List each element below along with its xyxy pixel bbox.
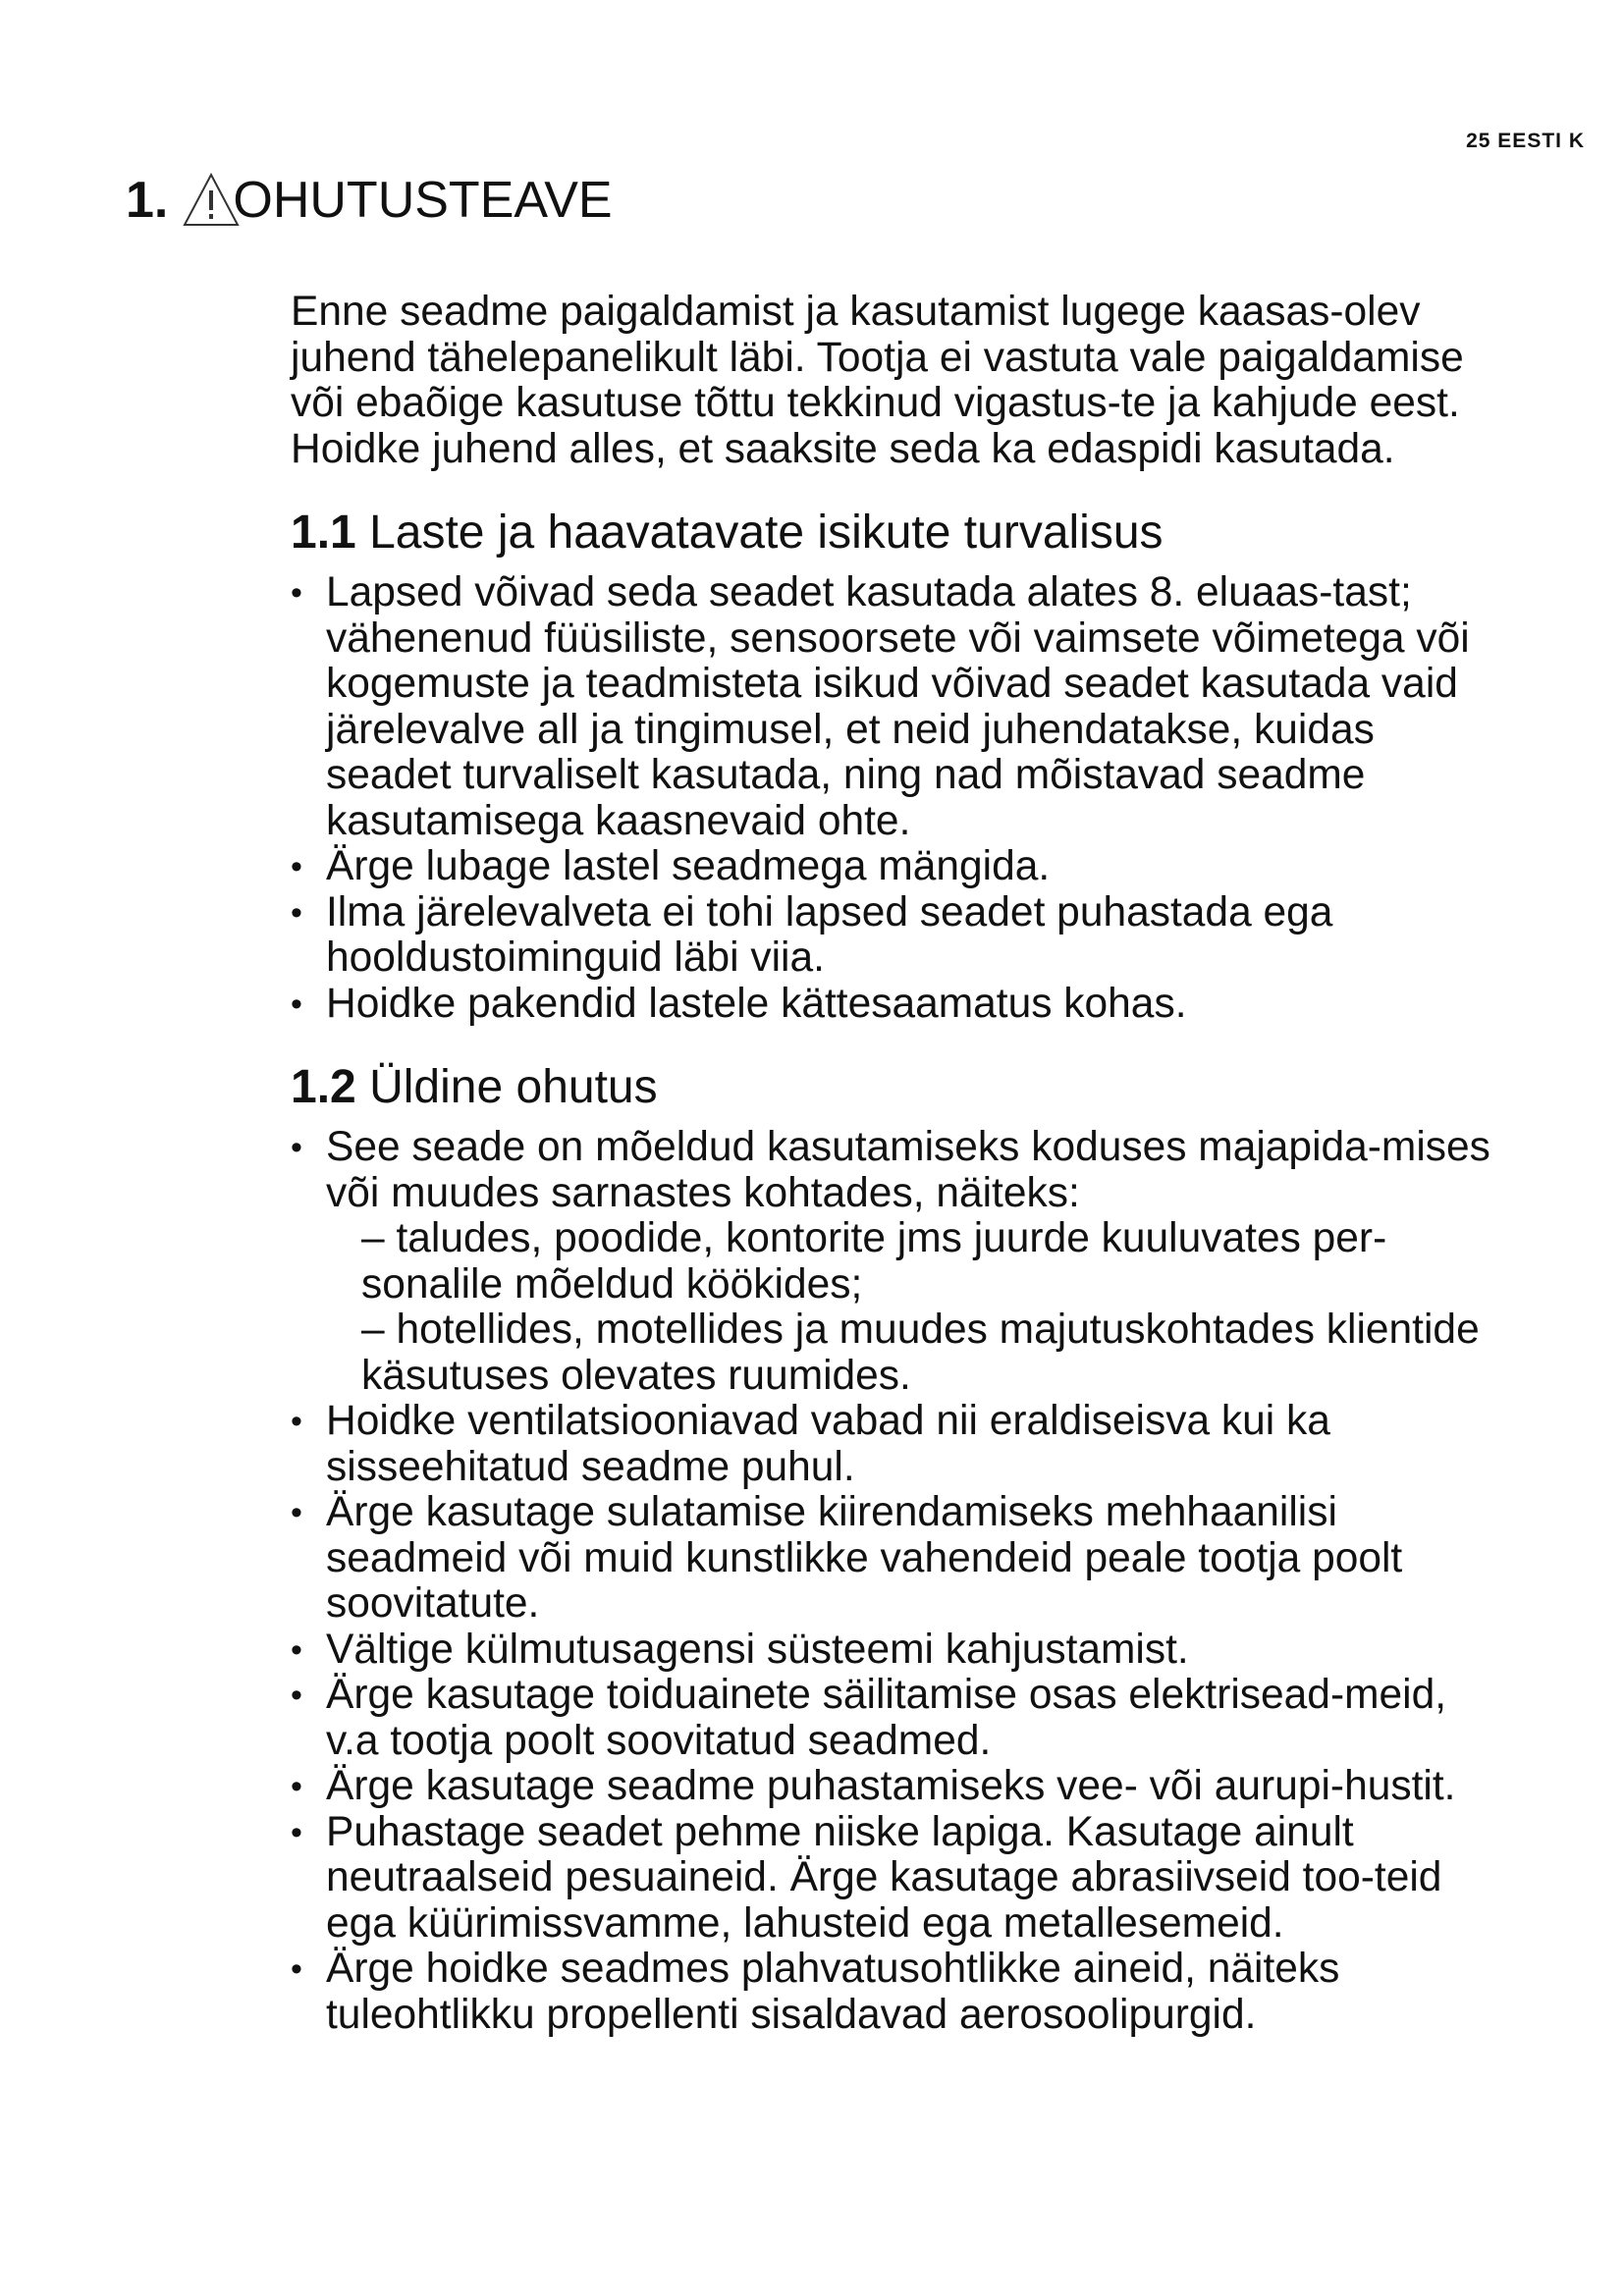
chapter-heading <box>126 169 613 232</box>
list-item: • Lapsed võivad seda seadet kasutada alates 8. eluaas-tast; vähenenud füüsiliste, sensoorsete või vaimsete võimetega või kogemuste ja teadmisteta isikud võivad seadet kasutada vaid järelevalve all ja tingimusel, et neid juhendatakse, kuidas seadet turvaliselt kasutada, ning nad mõistavad seadme kasutamisega kaasnevaid ohte. <box>291 569 1470 844</box>
list-item: • Ärge hoidke seadmes plahvatusohtlikke aineid, näiteks tuleohtlikku propellenti sisaldavad aerosoolipurgid. <box>291 1946 1340 2038</box>
list-item: • Ärge kasutage seadme puhastamiseks vee- või aurupi-hustit. <box>291 1763 1456 1809</box>
bullet-icon: • <box>291 1950 302 1988</box>
bullet-icon: • <box>291 848 302 885</box>
intro-paragraph: Enne seadme paigaldamist ja kasutamist lugege kaasas-olev juhend tähelepanelikult läbi. Tootja ei vastuta vale paigaldamise või ebaõige kasutuse tõttu tekkinud vigastus-te ja kahjude eest. Hoidke juhend alles, et saaksite seda ka edaspidi kasutada. <box>291 289 1464 472</box>
list-item: • Ilma järelevalveta ei tohi lapsed seadet puhastada ega hooldustoiminguid läbi viia. <box>291 888 1333 981</box>
bullet-icon: • <box>291 574 302 612</box>
section-title: Üldine ohutus <box>369 1061 658 1113</box>
list-item: • Hoidke pakendid lastele kättesaamatus kohas. <box>291 980 1187 1027</box>
section-title: Laste ja haavatavate isikute turvalisus <box>369 507 1164 559</box>
section-number: 1.1 <box>291 507 356 559</box>
bullet-icon: • <box>291 1813 302 1851</box>
bullet-icon: • <box>291 1630 302 1669</box>
section-heading <box>291 1060 1498 1115</box>
list-item: • Ärge lubage lastel seadmega mängida. <box>291 843 1051 889</box>
sub-item: – hotellides, motellides ja muudes majutuskohtades klientide käsutuses olevates ruumides. <box>361 1307 1480 1399</box>
bullet-icon: • <box>291 1494 302 1531</box>
bullet-list <box>291 570 1498 1027</box>
sub-item: – taludes, poodide, kontorite jms juurde kuuluvates per-sonalile mõeldud köökides; <box>361 1215 1387 1308</box>
section-heading <box>291 506 1498 561</box>
bullet-icon: • <box>291 1129 302 1166</box>
list-item: • Hoidke ventilatsiooniavad vabad nii eraldiseisva kui ka sisseehitatud seadme puhul. <box>291 1398 1330 1490</box>
bullet-icon: • <box>291 893 302 932</box>
warning-triangle-icon <box>182 171 241 230</box>
bullet-icon: • <box>291 1768 302 1805</box>
list-item: • Puhastage seadet pehme niiske lapiga. Kasutage ainult neutraalseid pesuaineid. Ärge kasutage abrasiivseid too-teid ega küürimissvamme, lahusteid ega metallesemeid. <box>291 1808 1442 1947</box>
bullet-icon: • <box>291 1403 302 1440</box>
chapter-title: OHUTUSTEAVE <box>233 172 613 229</box>
bullet-icon: • <box>291 1677 302 1714</box>
page-header: 25 EESTI K <box>1466 130 1585 152</box>
list-item: • See seade on mõeldud kasutamiseks koduses majapida-mises või muudes sarnastes kohtades, näiteks: – taludes, poodide, kontorite jms juurde kuuluvates per-sonalile mõeldud köökides; – hotellides, motellides ja muudes majutuskohtades klientide käsutuses olevates ruumides. <box>291 1125 1498 1399</box>
chapter-number: 1. <box>126 172 169 229</box>
list-item: • Vältige külmutusagensi süsteemi kahjustamist. <box>291 1626 1189 1673</box>
bullet-icon: • <box>291 985 302 1023</box>
list-item: • Ärge kasutage sulatamise kiirendamiseks mehhaanilisi seadmeid või muid kunstlikke vahendeid peale tootja poolt soovitatute. <box>291 1489 1403 1627</box>
bullet-list <box>291 1125 1498 2038</box>
list-item: • Ärge kasutage toiduainete säilitamise osas elektrisead-meid, v.a tootja poolt soovitatud seadmed. <box>291 1672 1447 1764</box>
section-number: 1.2 <box>291 1061 356 1113</box>
page-content <box>291 290 1498 2038</box>
